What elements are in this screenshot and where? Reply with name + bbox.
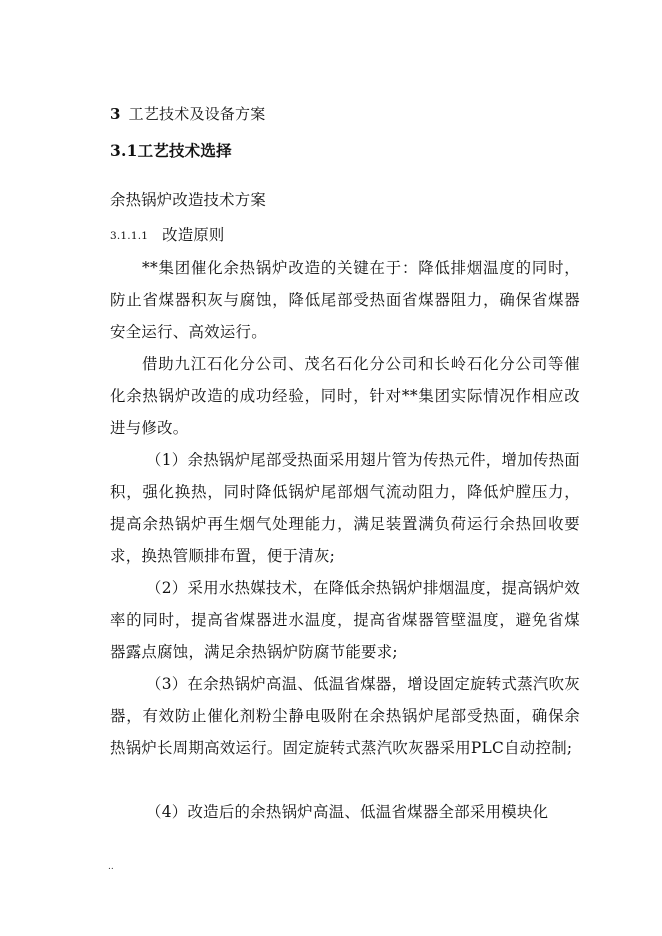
- paragraph-item-2: （2）采用水热媒技术，在降低余热锅炉排烟温度，提高锅炉效率的同时，提高省煤器进水温度，提高省煤器管壁温度，避免省煤器露点腐蚀，满足余热锅炉防腐节能要求;: [110, 579, 580, 661]
- paragraph-1: **集团催化余热锅炉改造的关键在于：降低排烟温度的同时，防止省煤器积灰与腐蚀，降低尾部受热面省煤器阻力，确保省煤器安全运行、高效运行。: [110, 259, 580, 341]
- footer-mark: ..: [108, 862, 114, 872]
- clause-number: 3.1.1.1: [110, 230, 149, 242]
- section-title: 工艺技术及设备方案: [128, 105, 266, 123]
- subsection-heading-3-1: 3.1工艺技术选择: [110, 141, 232, 160]
- paragraph-item-3: （3）在余热锅炉高温、低温省煤器，增设固定旋转式蒸汽吹灰器，有效防止催化剂粉尘静电吸附在余热锅炉尾部受热面，确保余热锅炉长周期高效运行。固定旋转式蒸汽吹灰器采用PLC自动控制;: [110, 675, 580, 757]
- paragraph-2: 借助九江石化分公司、茂名石化分公司和长岭石化分公司等催化余热锅炉改造的成功经验，同时，针对**集团实际情况作相应改进与修改。: [110, 355, 580, 437]
- paragraph-item-1: （1）余热锅炉尾部受热面采用翅片管为传热元件，增加传热面积，强化换热，同时降低锅炉尾部烟气流动阻力，降低炉膛压力，提高余热锅炉再生烟气处理能力，满足装置满负荷运行余热回收要求，换热管顺排布置，便于清灰;: [110, 451, 580, 565]
- paragraph-item-4: （4）改造后的余热锅炉高温、低温省煤器全部采用模块化: [146, 803, 549, 821]
- section-number: 3: [110, 105, 121, 123]
- section-heading-3: [110, 104, 265, 124]
- subsubsection-heading: 余热锅炉改造技术方案: [110, 191, 266, 209]
- clause-heading-3-1-1-1: [110, 225, 225, 246]
- clause-title: 改造原则: [162, 226, 225, 244]
